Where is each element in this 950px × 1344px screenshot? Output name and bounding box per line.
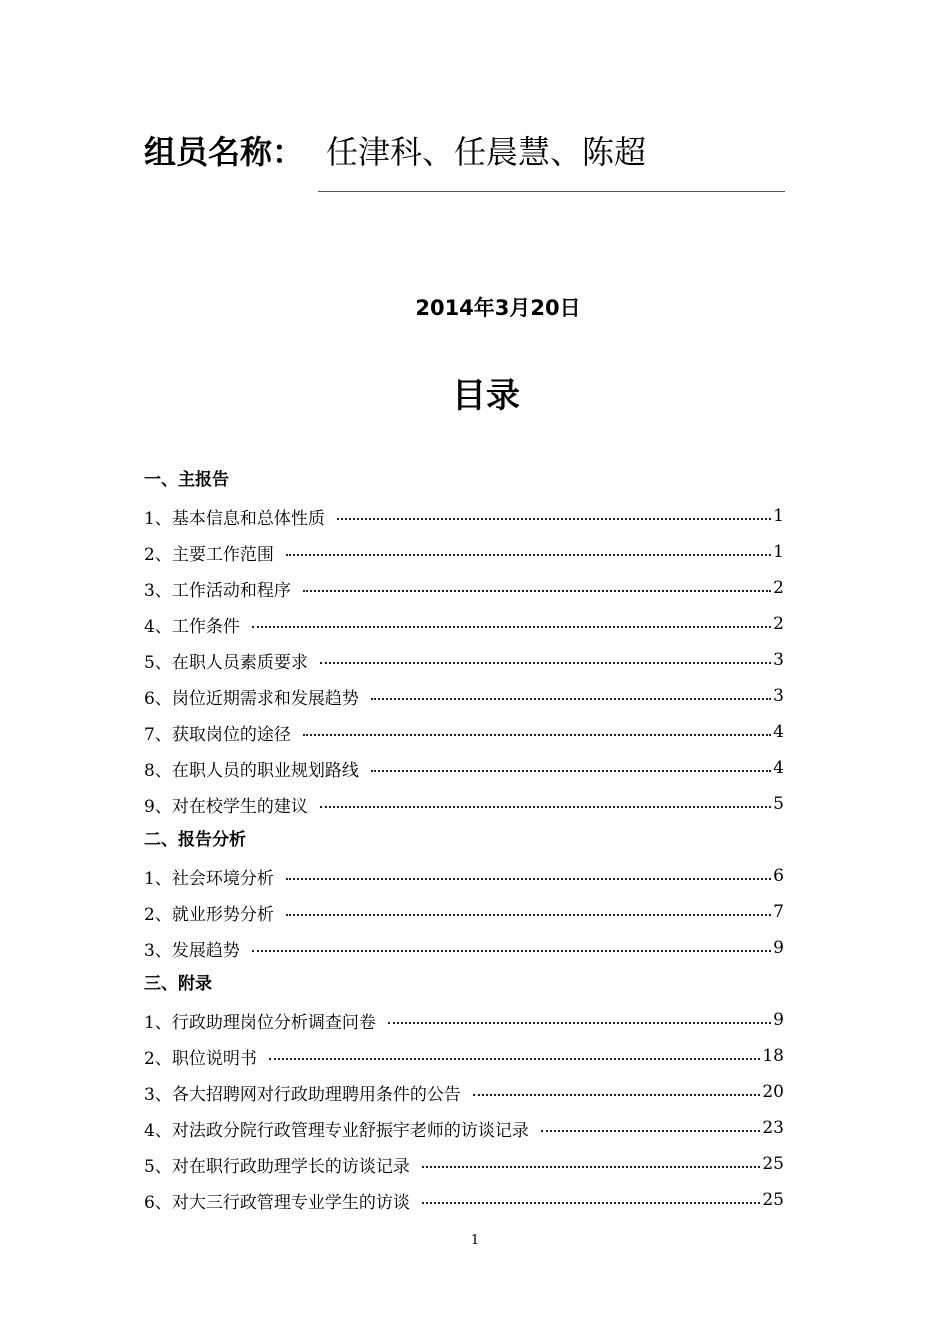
toc-entry[interactable] bbox=[144, 894, 784, 930]
toc-entry-page: 6 bbox=[773, 866, 784, 886]
toc-entry-page: 3 bbox=[773, 686, 784, 706]
toc-dot-leader bbox=[286, 878, 771, 880]
toc-entry-page: 7 bbox=[773, 902, 784, 922]
toc-entry[interactable] bbox=[144, 1146, 784, 1182]
toc-dot-leader bbox=[541, 1130, 761, 1132]
toc-entry-label: 4、工作条件 bbox=[144, 616, 240, 637]
members-names: 任津科、任晨慧、陈超 bbox=[326, 133, 647, 171]
toc-entry-label: 1、行政助理岗位分析调查问卷 bbox=[144, 1012, 376, 1033]
toc-entry-page: 2 bbox=[773, 614, 784, 634]
toc-entry-page: 2 bbox=[773, 578, 784, 598]
toc-entry-label: 1、基本信息和总体性质 bbox=[144, 508, 325, 529]
toc-entry-page: 25 bbox=[762, 1154, 784, 1174]
toc-entry-page: 9 bbox=[773, 938, 784, 958]
toc-entry[interactable] bbox=[144, 570, 784, 606]
toc-entry-page: 18 bbox=[762, 1046, 784, 1066]
toc-entry[interactable] bbox=[144, 786, 784, 822]
toc-entry-label: 3、各大招聘网对行政助理聘用条件的公告 bbox=[144, 1084, 461, 1105]
members-line bbox=[144, 126, 646, 178]
toc-entry-label: 4、对法政分院行政管理专业舒振宇老师的访谈记录 bbox=[144, 1120, 529, 1141]
toc-entry-page: 25 bbox=[762, 1190, 784, 1210]
toc-entry[interactable] bbox=[144, 1002, 784, 1038]
toc-dot-leader bbox=[371, 698, 771, 700]
toc-entry-label: 8、在职人员的职业规划路线 bbox=[144, 760, 359, 781]
toc-entry-label: 6、岗位近期需求和发展趋势 bbox=[144, 688, 359, 709]
toc-entry-label: 3、发展趋势 bbox=[144, 940, 240, 961]
toc-dot-leader bbox=[388, 1022, 771, 1024]
toc-entry-page: 23 bbox=[762, 1118, 784, 1138]
toc-entry[interactable] bbox=[144, 750, 784, 786]
toc-entry-label: 2、就业形势分析 bbox=[144, 904, 274, 925]
toc-entry[interactable] bbox=[144, 642, 784, 678]
toc-entry-label: 5、对在职行政助理学长的访谈记录 bbox=[144, 1156, 410, 1177]
toc-section-heading: 一、主报告 bbox=[144, 470, 229, 490]
toc-entry[interactable] bbox=[144, 678, 784, 714]
toc-entry-page: 20 bbox=[762, 1082, 784, 1102]
toc-dot-leader bbox=[252, 626, 771, 628]
toc-entry-page: 3 bbox=[773, 650, 784, 670]
report-date: 2014年3月20日 bbox=[415, 296, 581, 320]
toc-dot-leader bbox=[252, 950, 771, 952]
toc-entry-page: 4 bbox=[773, 722, 784, 742]
table-of-contents bbox=[144, 462, 784, 1218]
toc-dot-leader bbox=[286, 914, 771, 916]
toc-entry[interactable] bbox=[144, 714, 784, 750]
toc-entry[interactable] bbox=[144, 606, 784, 642]
members-underline bbox=[318, 191, 785, 192]
page-number: 1 bbox=[470, 1233, 480, 1248]
toc-entry-page: 1 bbox=[773, 506, 784, 526]
toc-dot-leader bbox=[422, 1202, 761, 1204]
toc-entry[interactable] bbox=[144, 1038, 784, 1074]
toc-section-heading: 三、附录 bbox=[144, 974, 212, 994]
toc-entry-label: 9、对在校学生的建议 bbox=[144, 796, 308, 817]
toc-entry-page: 9 bbox=[773, 1010, 784, 1030]
toc-dot-leader bbox=[337, 518, 771, 520]
toc-entry-label: 2、职位说明书 bbox=[144, 1048, 257, 1069]
members-label: 组员名称： bbox=[144, 133, 305, 171]
toc-dot-leader bbox=[371, 770, 771, 772]
toc-dot-leader bbox=[320, 806, 771, 808]
toc-entry-label: 6、对大三行政管理专业学生的访谈 bbox=[144, 1192, 410, 1213]
toc-section-heading: 二、报告分析 bbox=[144, 830, 246, 850]
toc-dot-leader bbox=[303, 734, 771, 736]
toc-entry-label: 2、主要工作范围 bbox=[144, 544, 274, 565]
toc-entry-page: 5 bbox=[773, 794, 784, 814]
toc-entry[interactable] bbox=[144, 1074, 784, 1110]
toc-entry-page: 4 bbox=[773, 758, 784, 778]
toc-entry-label: 5、在职人员素质要求 bbox=[144, 652, 308, 673]
toc-dot-leader bbox=[269, 1058, 761, 1060]
toc-title: 目录 bbox=[452, 376, 520, 416]
toc-entry[interactable] bbox=[144, 858, 784, 894]
toc-entry-label: 7、获取岗位的途径 bbox=[144, 724, 291, 745]
toc-entry[interactable] bbox=[144, 1110, 784, 1146]
toc-dot-leader bbox=[303, 590, 771, 592]
toc-entry[interactable] bbox=[144, 534, 784, 570]
toc-dot-leader bbox=[473, 1094, 761, 1096]
toc-entry[interactable] bbox=[144, 930, 784, 966]
toc-entry[interactable] bbox=[144, 498, 784, 534]
toc-dot-leader bbox=[422, 1166, 761, 1168]
toc-entry-label: 3、工作活动和程序 bbox=[144, 580, 291, 601]
toc-dot-leader bbox=[320, 662, 771, 664]
toc-dot-leader bbox=[286, 554, 771, 556]
toc-entry-label: 1、社会环境分析 bbox=[144, 868, 274, 889]
toc-entry-page: 1 bbox=[773, 542, 784, 562]
toc-entry[interactable] bbox=[144, 1182, 784, 1218]
